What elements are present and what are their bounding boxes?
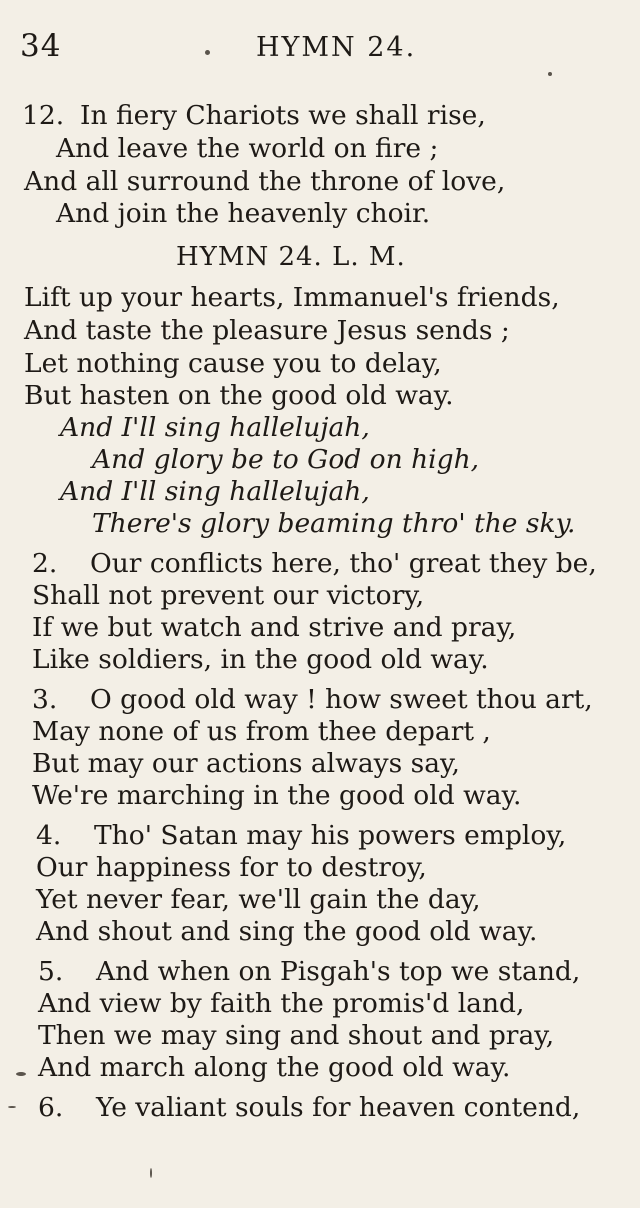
chorus-line: And I'll sing hallelujah, — [60, 412, 370, 443]
verse-line: We're marching in the good old way. — [32, 780, 522, 811]
verse-number: 3. — [32, 684, 58, 715]
page-header — [20, 28, 610, 68]
verse-line: Let nothing cause you to delay, — [24, 348, 442, 379]
ink-speck — [16, 1072, 26, 1076]
chorus-line: And glory be to God on high, — [92, 444, 480, 475]
verse-number: 12. — [22, 100, 65, 131]
chorus-line: And I'll sing hallelujah, — [60, 476, 370, 507]
running-title: HYMN 24. — [256, 32, 417, 63]
verse-line: Like soldiers, in the good old way. — [32, 644, 489, 675]
verse-line: 5. And when on Pisgah's top we stand, — [38, 956, 581, 987]
ink-speck — [548, 72, 552, 76]
verse-line: And taste the pleasure Jesus sends ; — [24, 315, 510, 346]
verse-line: Our happiness for to destroy, — [36, 852, 427, 883]
verse-number: 4. — [36, 820, 62, 851]
verse-line: And shout and sing the good old way. — [36, 916, 538, 947]
verse-number: 2. — [32, 548, 58, 579]
verse-line: Yet never fear, we'll gain the day, — [36, 884, 481, 915]
verse-line: And view by faith the promis'd land, — [38, 988, 525, 1019]
page-number: 34 — [20, 28, 62, 64]
verse-line: And leave the world on fire ; — [56, 133, 439, 164]
ink-speck — [8, 1106, 16, 1108]
verse-number: 5. — [38, 956, 64, 987]
verse-line: 6. Ye valiant souls for heaven contend, — [38, 1092, 581, 1123]
verse-line: And join the heavenly choir. — [56, 198, 431, 229]
verse-line: And march along the good old way. — [38, 1052, 511, 1083]
verse-line: If we but watch and strive and pray, — [32, 612, 517, 643]
verse-line: Then we may sing and shout and pray, — [38, 1020, 555, 1051]
chorus-line: There's glory beaming thro' the sky. — [92, 508, 576, 539]
verse-line: And all surround the throne of love, — [24, 166, 506, 197]
verse-line: 3. O good old way ! how sweet thou art, — [32, 684, 593, 715]
verse-line: May none of us from thee depart , — [32, 716, 491, 747]
ink-speck — [205, 50, 210, 55]
ink-speck — [150, 1168, 152, 1178]
hymn-title: HYMN 24. L. M. — [176, 242, 406, 272]
verse-line: Lift up your hearts, Immanuel's friends, — [24, 282, 560, 313]
verse-line: Shall not prevent our victory, — [32, 580, 425, 611]
verse-line: But hasten on the good old way. — [24, 380, 454, 411]
verse-line: 2. Our conflicts here, tho' great they be, — [32, 548, 597, 579]
verse-line: 12. In fiery Chariots we shall rise, — [22, 100, 486, 131]
verse-number: 6. — [38, 1092, 64, 1123]
verse-line: But may our actions always say, — [32, 748, 460, 779]
verse-line: 4. Tho' Satan may his powers employ, — [36, 820, 567, 851]
